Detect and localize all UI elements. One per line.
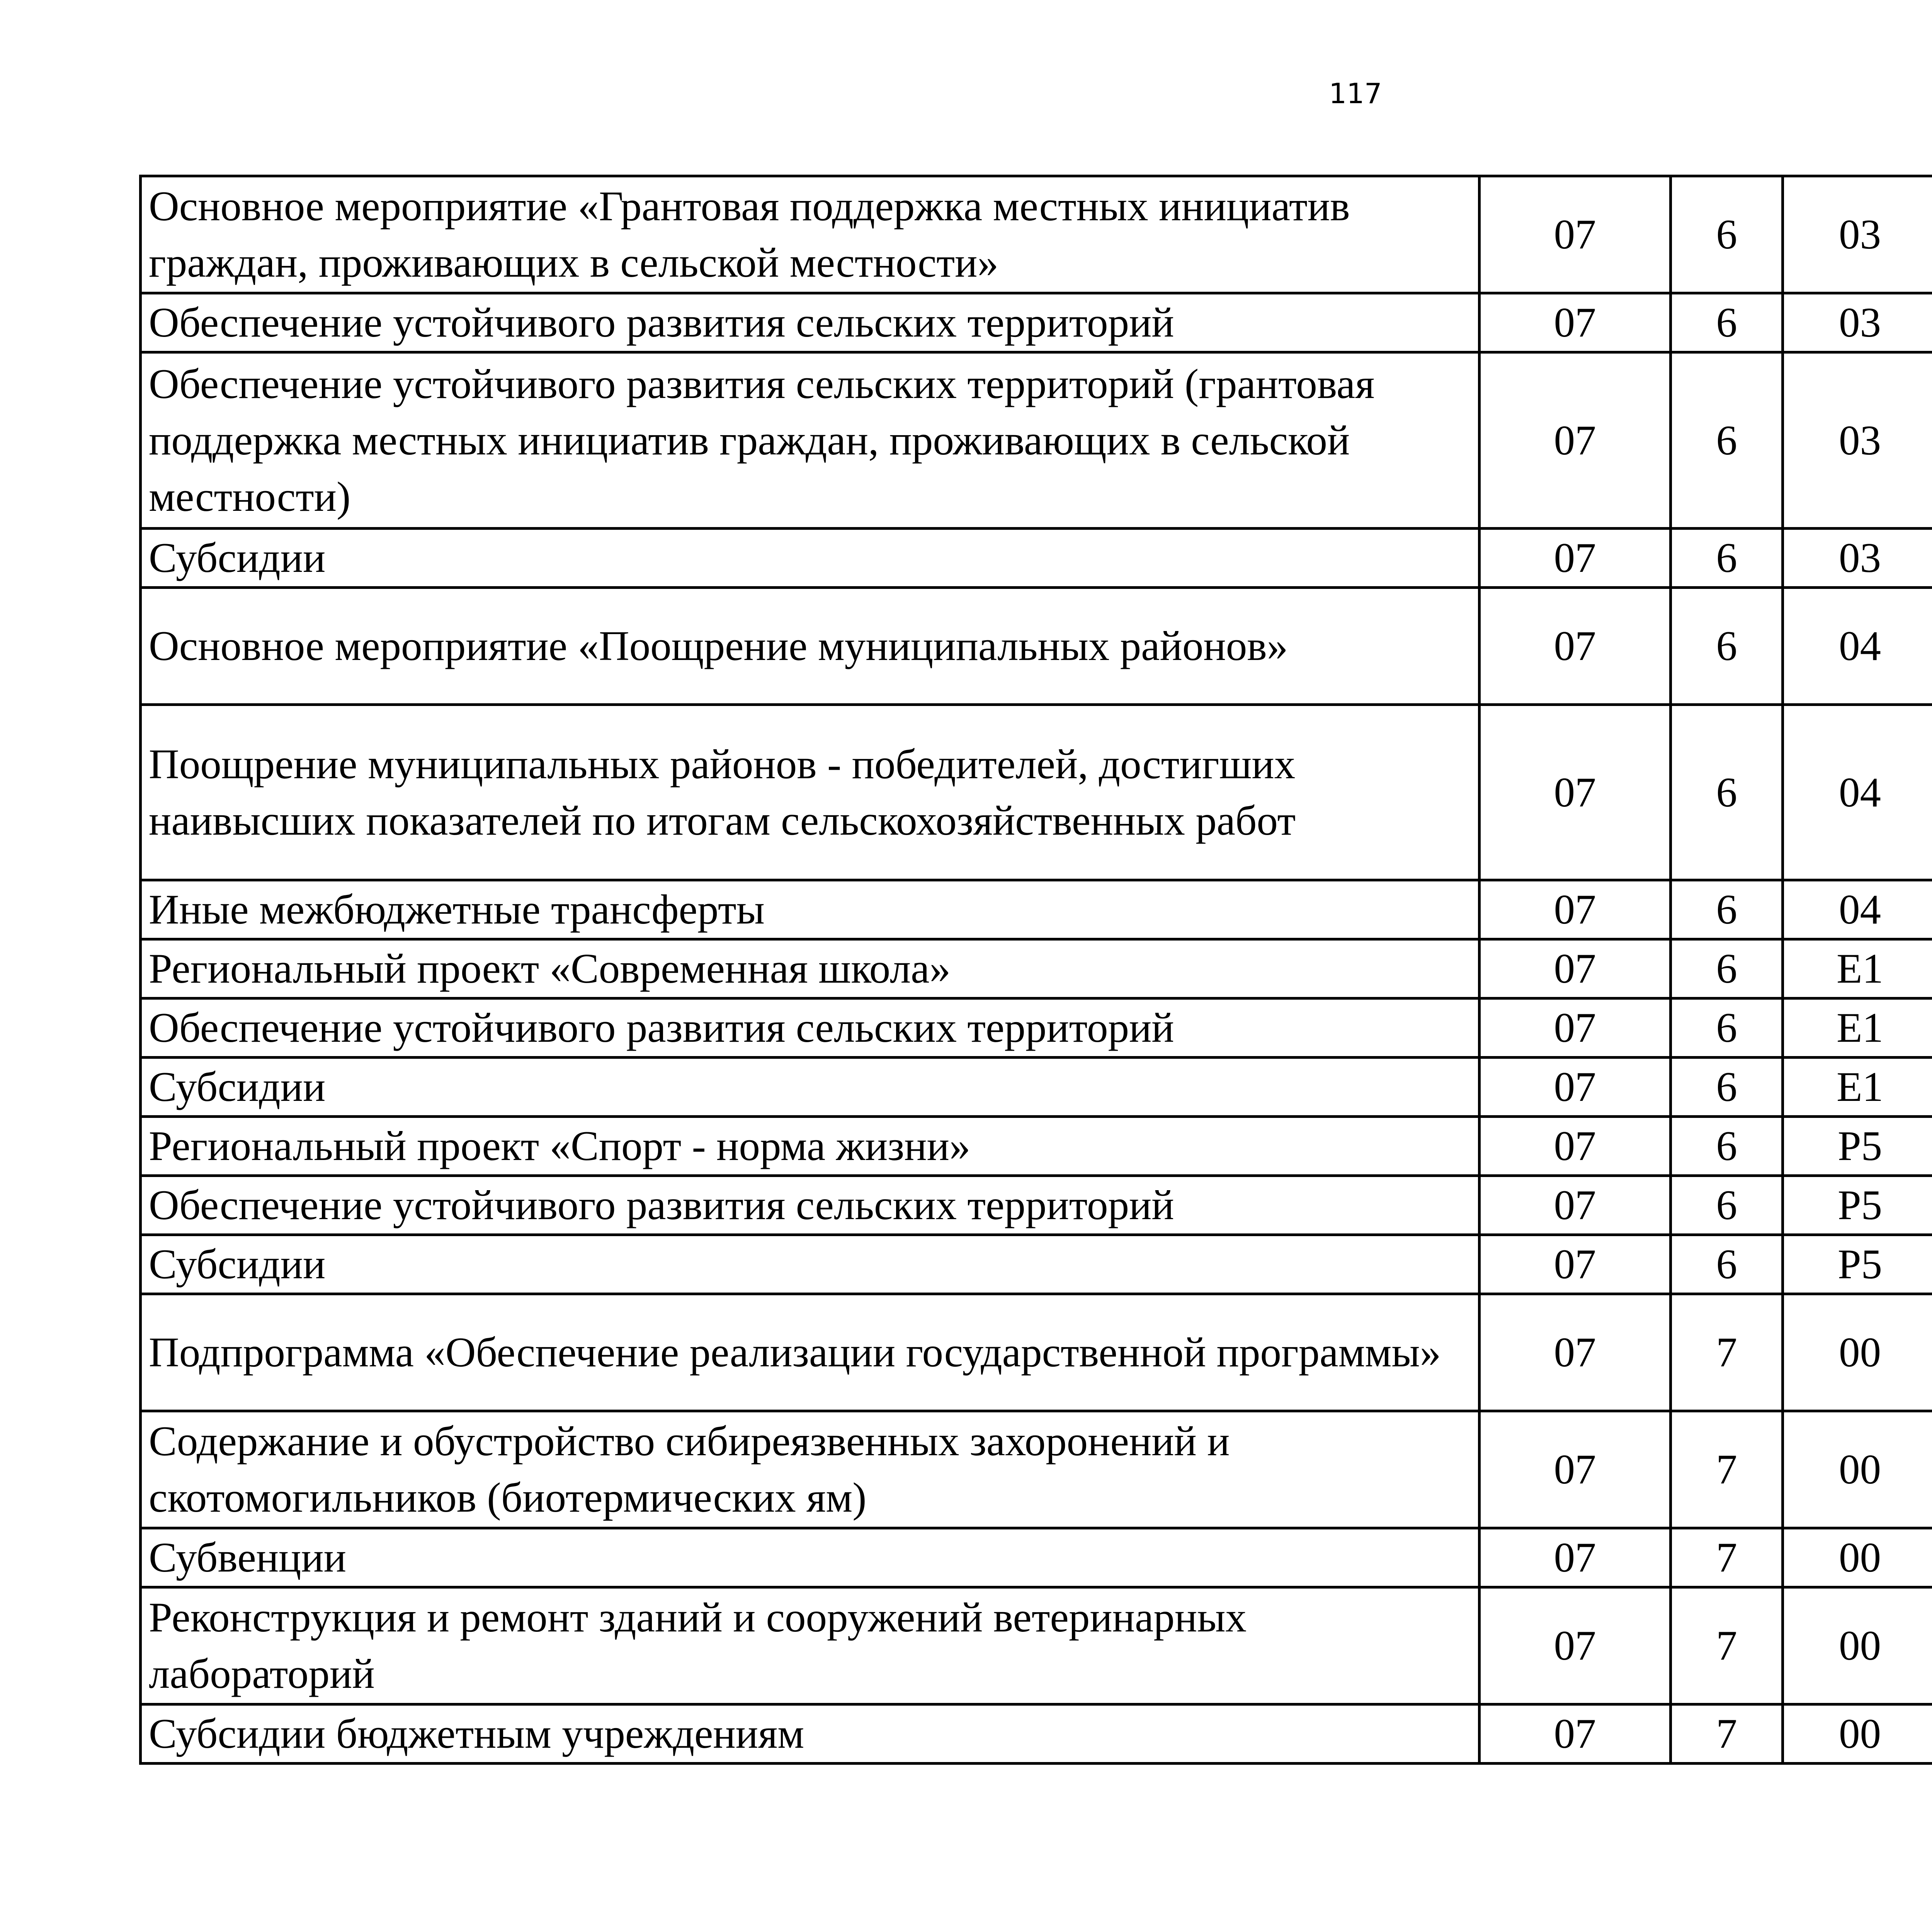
table-row	[141, 1235, 1932, 1294]
subprogram-code: E1	[1783, 998, 1932, 1058]
program-code: 6	[1671, 1235, 1783, 1294]
program-code: 6	[1671, 176, 1783, 293]
budget-table	[139, 175, 1932, 1765]
subprogram-code: P5	[1783, 1235, 1932, 1294]
table-row	[141, 1704, 1932, 1764]
table-row	[141, 293, 1932, 352]
row-name: Обеспечение устойчивого развития сельских территорий (грантовая поддержка местных инициатив граждан, проживающих в сельской местности)	[141, 352, 1480, 529]
section-code: 07	[1480, 1117, 1671, 1176]
table-row	[141, 588, 1932, 705]
row-name: Основное мероприятие «Поощрение муниципальных районов»	[141, 588, 1480, 705]
section-code: 07	[1480, 1235, 1671, 1294]
table-row	[141, 1411, 1932, 1528]
section-code: 07	[1480, 176, 1671, 293]
section-code: 07	[1480, 1528, 1671, 1587]
program-code: 7	[1671, 1294, 1783, 1411]
row-name: Обеспечение устойчивого развития сельских территорий	[141, 293, 1480, 352]
row-name: Подпрограмма «Обеспечение реализации государственной программы»	[141, 1294, 1480, 1411]
table-row	[141, 705, 1932, 880]
row-name: Обеспечение устойчивого развития сельских территорий	[141, 1176, 1480, 1235]
section-code: 07	[1480, 1294, 1671, 1411]
section-code: 07	[1480, 352, 1671, 529]
row-name: Субсидии	[141, 1058, 1480, 1117]
subprogram-code: 03	[1783, 352, 1932, 529]
program-code: 7	[1671, 1587, 1783, 1704]
program-code: 6	[1671, 293, 1783, 352]
table-row	[141, 939, 1932, 998]
row-name: Реконструкция и ремонт зданий и сооружений ветеринарных лабораторий	[141, 1587, 1480, 1704]
section-code: 07	[1480, 1176, 1671, 1235]
section-code: 07	[1480, 998, 1671, 1058]
program-code: 6	[1671, 529, 1783, 588]
row-name: Субсидии	[141, 529, 1480, 588]
subprogram-code: E1	[1783, 1058, 1932, 1117]
program-code: 6	[1671, 1176, 1783, 1235]
subprogram-code: E1	[1783, 939, 1932, 998]
table-row	[141, 1117, 1932, 1176]
program-code: 6	[1671, 939, 1783, 998]
program-code: 7	[1671, 1528, 1783, 1587]
subprogram-code: P5	[1783, 1117, 1932, 1176]
subprogram-code: 03	[1783, 529, 1932, 588]
table-row	[141, 1294, 1932, 1411]
program-code: 6	[1671, 1117, 1783, 1176]
row-name: Обеспечение устойчивого развития сельских территорий	[141, 998, 1480, 1058]
row-name: Основное мероприятие «Грантовая поддержка местных инициатив граждан, проживающих в сельской местности»	[141, 176, 1480, 293]
subprogram-code: P5	[1783, 1176, 1932, 1235]
section-code: 07	[1480, 1411, 1671, 1528]
page-number: 117	[1329, 77, 1382, 110]
subprogram-code: 00	[1783, 1704, 1932, 1764]
table-row	[141, 1058, 1932, 1117]
row-name: Региональный проект «Современная школа»	[141, 939, 1480, 998]
section-code: 07	[1480, 880, 1671, 939]
row-name: Поощрение муниципальных районов - победителей, достигших наивысших показателей по итогам сельскохозяйственных работ	[141, 705, 1480, 880]
subprogram-code: 04	[1783, 705, 1932, 880]
row-name: Субсидии	[141, 1235, 1480, 1294]
program-code: 6	[1671, 705, 1783, 880]
table-row	[141, 352, 1932, 529]
row-name: Субвенции	[141, 1528, 1480, 1587]
table-row	[141, 1528, 1932, 1587]
section-code: 07	[1480, 529, 1671, 588]
program-code: 7	[1671, 1411, 1783, 1528]
section-code: 07	[1480, 705, 1671, 880]
table-row	[141, 529, 1932, 588]
section-code: 07	[1480, 939, 1671, 998]
program-code: 6	[1671, 588, 1783, 705]
subprogram-code: 04	[1783, 588, 1932, 705]
row-name: Субсидии бюджетным учреждениям	[141, 1704, 1480, 1764]
section-code: 07	[1480, 588, 1671, 705]
subprogram-code: 00	[1783, 1528, 1932, 1587]
program-code: 7	[1671, 1704, 1783, 1764]
program-code: 6	[1671, 352, 1783, 529]
table-row	[141, 880, 1932, 939]
subprogram-code: 04	[1783, 880, 1932, 939]
section-code: 07	[1480, 1058, 1671, 1117]
subprogram-code: 00	[1783, 1411, 1932, 1528]
row-name: Содержание и обустройство сибиреязвенных захоронений и скотомогильников (биотермических ям)	[141, 1411, 1480, 1528]
subprogram-code: 03	[1783, 176, 1932, 293]
table-row	[141, 998, 1932, 1058]
section-code: 07	[1480, 293, 1671, 352]
program-code: 6	[1671, 1058, 1783, 1117]
table-row	[141, 1587, 1932, 1704]
row-name: Региональный проект «Спорт - норма жизни»	[141, 1117, 1480, 1176]
program-code: 6	[1671, 998, 1783, 1058]
subprogram-code: 00	[1783, 1587, 1932, 1704]
subprogram-code: 00	[1783, 1294, 1932, 1411]
program-code: 6	[1671, 880, 1783, 939]
table-row	[141, 176, 1932, 293]
section-code: 07	[1480, 1587, 1671, 1704]
row-name: Иные межбюджетные трансферты	[141, 880, 1480, 939]
table-row	[141, 1176, 1932, 1235]
subprogram-code: 03	[1783, 293, 1932, 352]
section-code: 07	[1480, 1704, 1671, 1764]
